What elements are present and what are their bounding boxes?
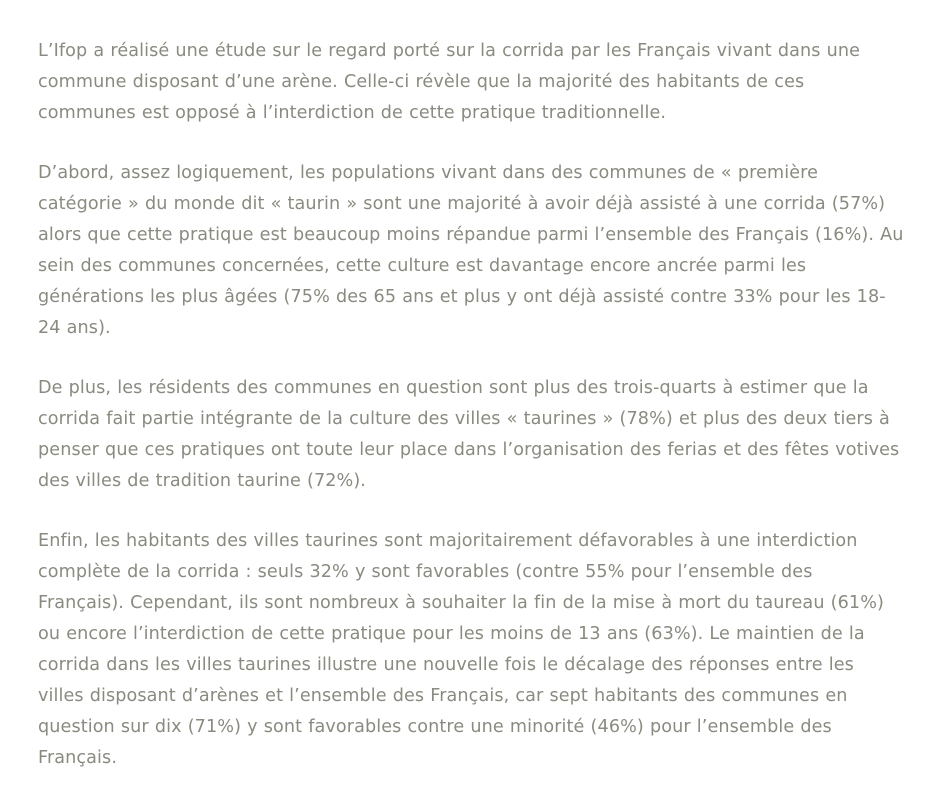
paragraph-interdiction: Enfin, les habitants des villes taurines sont majoritairement défavorables à une interdiction complète de la corrida : seuls 32% y sont favorables (contre 55% pour l’ensemble des Français). Cependant, ils sont nombreux à souhaiter la fin de la mise à mort du taureau (61%) ou encore l’interdiction de cette pratique pour les moins de 13 ans (63%). Le maintien de la corrida dans les villes taurines illustre une nouvelle fois le décalage des réponses entre les villes disposant d’arènes et l’ensemble des Français, car sept habitants des communes en question sur dix (71%) y sont favorables contre une minorité (46%) pour l’ensemble des Français. (38, 531, 884, 768)
article-body (38, 36, 904, 774)
paragraph-culture-villes-taurines: De plus, les résidents des communes en question sont plus des trois-quarts à estimer que la corrida fait partie intégrante de la culture des villes « taurines » (78%) et plus des deux tiers à penser que ces pratiques ont toute leur place dans l’organisation des ferias et des fêtes votives des villes de tradition taurine (72%). (38, 378, 900, 491)
paragraph-intro: L’Ifop a réalisé une étude sur le regard porté sur la corrida par les Français vivant dans une commune disposant d’une arène. Celle-ci révèle que la majorité des habitants de ces communes est opposé à l’interdiction de cette pratique traditionnelle. (38, 41, 860, 123)
paragraph-premiere-categorie: D’abord, assez logiquement, les populations vivant dans des communes de « première catégorie » du monde dit « taurin » sont une majorité à avoir déjà assisté à une corrida (57%) alors que cette pratique est beaucoup moins répandue parmi l’ensemble des Français (16%). Au sein des communes concernées, cette culture est davantage encore ancrée parmi les générations les plus âgées (75% des 65 ans et plus y ont déjà assisté contre 33% pour les 18-24 ans). (38, 163, 904, 338)
